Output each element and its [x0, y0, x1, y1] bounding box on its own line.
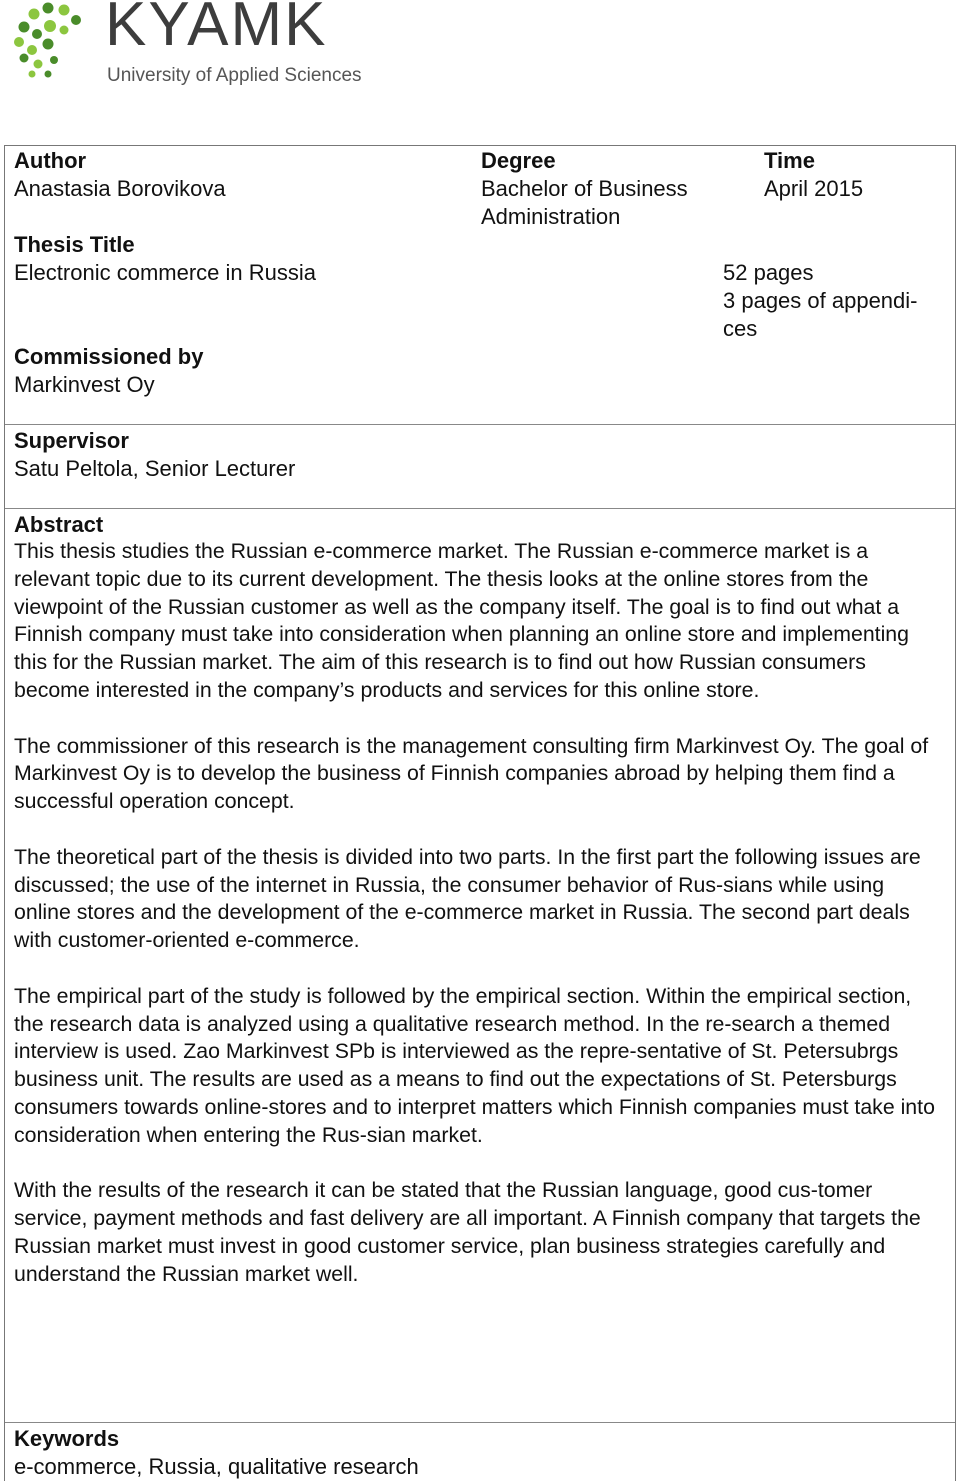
thesis-info-form — [4, 145, 956, 1481]
thesis-title-label: Thesis Title — [14, 232, 135, 257]
divider-keywords — [5, 1422, 955, 1423]
supervisor-label: Supervisor — [14, 428, 129, 453]
abstract-paragraph: The empirical part of the study is followed by the empirical section. Within the empirical section, the research data is analyzed using a qualitative research method. In the re-search a themed interview is used. Zao Markinvest SPb is interviewed as the repre-sentative of St. Petersubrgs business unit. The results are used as a means to find out the expectations of St. Petersburgs consumers towards online-stores and to interpret matters which Finnish companies must take into consideration when entering the Rus-sian market. — [14, 983, 935, 1147]
commissioned-value: Markinvest Oy — [14, 372, 155, 397]
abstract-paragraph: This thesis studies the Russian e-commerce market. The Russian e-commerce market is a relevant topic due to its current development. The thesis looks at the online stores from the viewpoint of the Russian customer as well as the company itself. The goal is to find out what a Finnish company must take into consideration when planning an online store and implementing this for the Russian market. The aim of this research is to find out how Russian consumers become interested in the company’s products and services for this online store. — [14, 539, 909, 702]
appendix-pages-line1: 3 pages of appendi- — [723, 288, 918, 313]
pages-count: 52 pages — [723, 260, 814, 285]
degree-value-line2: Administration — [481, 204, 621, 229]
abstract-paragraph: With the results of the research it can be stated that the Russian language, good cus-tomer service, payment methods and fast delivery are all important. A Finnish company that targets the Russian market must invest in good customer service, plan business strategies carefully and understand the Russian market well. — [14, 1178, 921, 1286]
logo-dots-icon — [10, 0, 100, 80]
supervisor-value: Satu Peltola, Senior Lecturer — [14, 456, 296, 481]
keywords-label: Keywords — [14, 1426, 120, 1451]
time-value: April 2015 — [764, 176, 864, 201]
time-label: Time — [764, 148, 815, 173]
author-label: Author — [14, 148, 87, 173]
abstract-body — [14, 538, 944, 1316]
logo-wordmark: KYAMK — [105, 0, 328, 59]
abstract-label: Abstract — [14, 512, 104, 537]
divider-abstract — [5, 508, 955, 509]
university-logo — [10, 0, 370, 100]
commissioned-label: Commissioned by — [14, 344, 204, 369]
abstract-paragraph: The commissioner of this research is the management consulting firm Markinvest Oy. The goal of Markinvest Oy is to develop the business of Finnish companies abroad by helping them find a successful operation concept. — [14, 733, 929, 814]
logo-subtitle: University of Applied Sciences — [107, 65, 362, 86]
thesis-title-value: Electronic commerce in Russia — [14, 260, 316, 285]
degree-label: Degree — [481, 148, 556, 173]
degree-value-line1: Bachelor of Business — [481, 176, 688, 201]
author-value: Anastasia Borovikova — [14, 176, 226, 201]
keywords-value: e-commerce, Russia, qualitative research — [14, 1454, 419, 1479]
abstract-paragraph: The theoretical part of the thesis is divided into two parts. In the first part the following issues are discussed; the use of the internet in Russia, the consumer behavior of Rus-sians while using online stores and the development of the e-commerce market in Russia. The second part deals with customer-oriented e-commerce. — [14, 844, 921, 953]
appendix-pages-line2: ces — [723, 316, 758, 341]
divider-supervisor — [5, 424, 955, 425]
